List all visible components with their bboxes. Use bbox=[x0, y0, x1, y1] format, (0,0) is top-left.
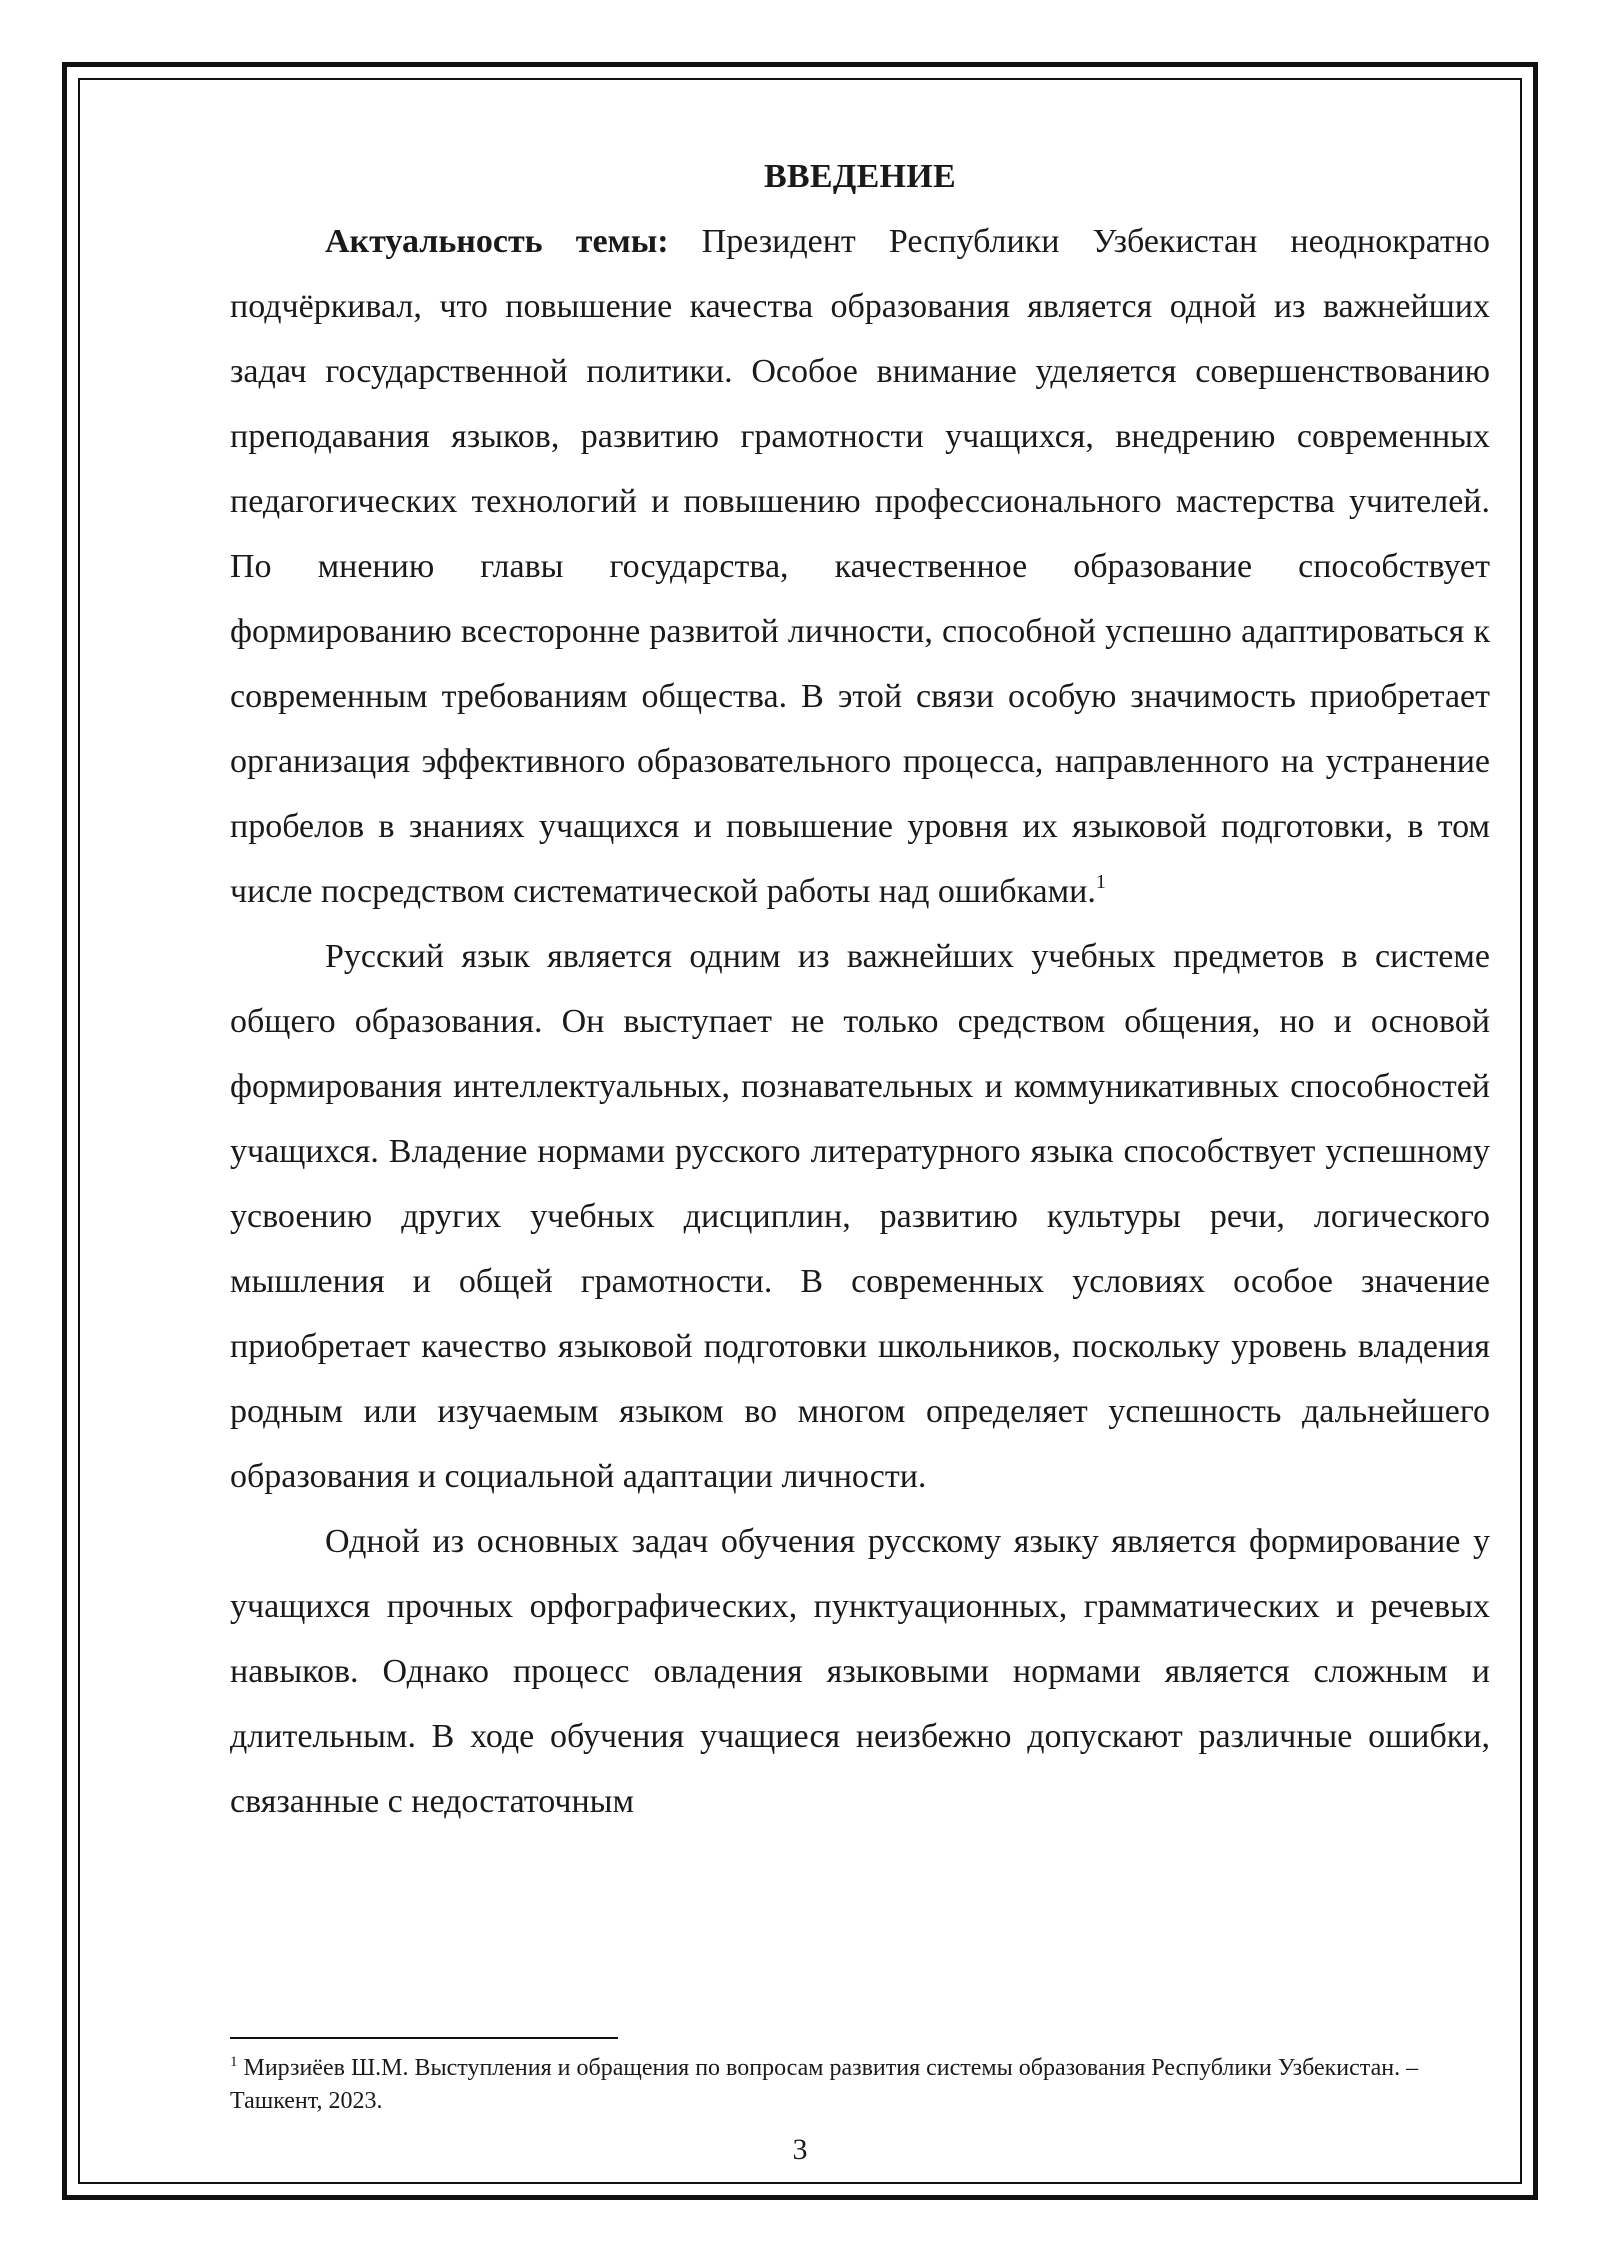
paragraph-russian-language: Русский язык является одним из важнейших учебных предметов в системе общего образования. Он выступает не только средством общения, но и основой формирования интеллектуальных, познавательных и коммуникативных способностей учащихся. Владение нормами русского литературного языка способствует успешному усвоению других учебных дисциплин, развитию культуры речи, логического мышления и общей грамотности. В современных условиях особое значение приобретает качество языковой подготовки школьников, поскольку уровень владения родным или изучаемым языком во многом определяет успешность дальнейшего образования и социальной адаптации личности. bbox=[230, 938, 1490, 1495]
paragraph-relevance bbox=[230, 209, 1490, 924]
paragraph-relevance-text: Президент Республики Узбекистан неоднократно подчёркивал, что повышение качества образования является одной из важнейших задач государственной политики. Особое внимание уделяется совершенствованию преподавания языков, развитию грамотности учащихся, внедрению современных педагогических технологий и повышению профессионального мастерства учителей. По мнению главы государства, качественное образование способствует формированию всесторонне развитой личности, способной успешно адаптироваться к современным требованиям общества. В этой связи особую значимость приобретает организация эффективного образовательного процесса, направленного на устранение пробелов в знаниях учащихся и повышение уровня их языковой подготовки, в том числе посредством систематической работы над ошибками. bbox=[230, 223, 1491, 910]
footnote-marker: 1 bbox=[230, 2054, 238, 2070]
section-title: ВВЕДЕНИЕ bbox=[763, 158, 957, 195]
page-number: 3 bbox=[792, 2133, 808, 2166]
document-body bbox=[230, 145, 1490, 1834]
paragraph-lead-heading: Актуальность темы: bbox=[325, 223, 669, 260]
footnote bbox=[230, 2052, 1490, 2118]
footnote-separator bbox=[230, 2037, 618, 2039]
footnote-reference[interactable]: 1 bbox=[1095, 871, 1106, 893]
paragraph-main-tasks: Одной из основных задач обучения русскому языку является формирование у учащихся прочных орфографических, пунктуационных, грамматических и речевых навыков. Однако процесс овладения языковыми нормами является сложным и длительным. В ходе обучения учащиеся неизбежно допускают различные ошибки, связанные с недостаточным bbox=[230, 1523, 1490, 1820]
footnote-text: Мирзиёев Ш.М. Выступления и обращения по вопросам развития системы образования Республики Узбекистан. – Ташкент, 2023. bbox=[230, 2055, 1419, 2114]
